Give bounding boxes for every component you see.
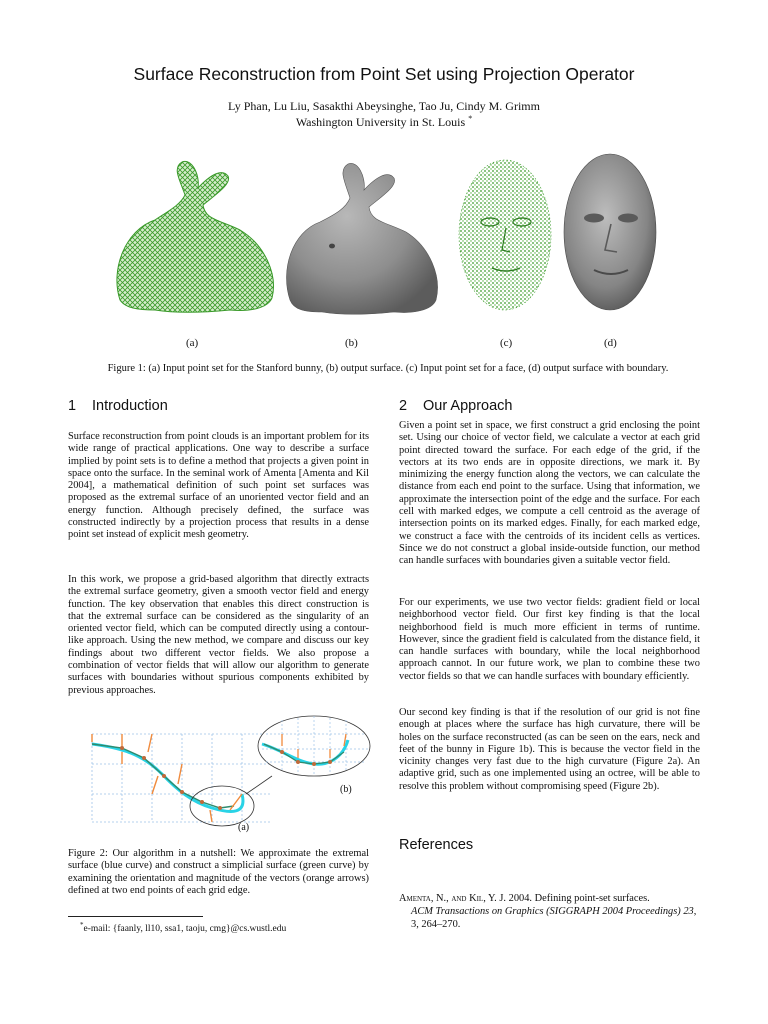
footnote [80, 921, 286, 934]
affiliation [0, 114, 768, 130]
section-2-title: Our Approach [423, 398, 513, 414]
figure-1a-label: (a) [186, 337, 199, 349]
reference-pages: , 3, 264–270. [411, 905, 697, 930]
paper-title: Surface Reconstruction from Point Set using Projection Operator [133, 64, 635, 84]
figure-2 [82, 714, 372, 834]
section-2-paragraph-2: For our experiments, we use two vector fields: gradient field or local neighborhood vector field. Our first key finding is that the local neighborhood field is much more efficient in terms of runtime. However, since the gradient field is calculated from the distance field, it can handle surfaces with boundary, while the local neighborhood approach cannot. In our future work, we plan to combine these two vector fields so that we can handle surfaces with boundary efficiently. [399, 597, 700, 682]
figure-1c-label: (c) [500, 337, 513, 349]
affiliation-footnote-mark: * [468, 114, 473, 123]
reference-authors: Amenta, N., and Kil, Y. J. [399, 893, 507, 904]
section-1-heading [68, 398, 168, 414]
footnote-mark: * [80, 921, 84, 929]
reference-entry [399, 893, 700, 931]
reference-year: 2004. [508, 893, 533, 904]
figure-2a-label: (a) [238, 822, 250, 833]
bunny-surface [287, 163, 438, 314]
figure-2-caption: Figure 2: Our algorithm in a nutshell: We approximate the extremal surface (blue curve) and construct a simplicial surface (green curve) by examining the orientation and magnitude of the vectors (orange arrows) defined at two end points of each grid edge. [68, 848, 369, 896]
figure-2b-label: (b) [340, 784, 352, 795]
figure-1b-label: (b) [345, 337, 358, 349]
section-1-number: 1 [68, 398, 77, 414]
figure-2a-zoom-ellipse [190, 786, 254, 826]
reference-title: Defining point-set surfaces. [534, 893, 650, 904]
affiliation-text: Washington University in St. Louis [295, 115, 466, 129]
figure-1 [100, 150, 670, 350]
section-2-paragraph-3: Our second key finding is that if the resolution of our grid is not fine enough at places where the surface has high curvature, there will be holes on the surface reconstructed (as can be seen on the ears, neck and feet of the bunny in Figure 1b). This is because the vector field in the vicinity changes very fast due to the high curvature (Figure 2a). An adaptive grid, such as one implemented using an octree, will be able to resolve this problem without compromising speed (Figure 2b). [399, 707, 700, 792]
reference-venue: ACM Transactions on Graphics (SIGGRAPH 2004 Proceedings) [411, 905, 681, 917]
figure-2a-blue-curve [92, 744, 243, 811]
footnote-rule [68, 916, 203, 917]
figure-1d-label: (d) [604, 337, 617, 349]
section-1-title: Introduction [92, 398, 168, 414]
section-2-heading [399, 398, 512, 414]
references-heading: References [399, 837, 474, 853]
figure-2b-adaptive-grid [258, 716, 370, 776]
reference-volume: 23 [683, 905, 694, 917]
section-1-paragraph-1: Surface reconstruction from point clouds is an important problem for its wide range of practical applications. One way to describe a surface implied by point sets is to define a method that projects a given point in space onto the surface. In the seminal work of Amenta [Amenta and Kil 2004], a mathematical definition of such point set surfaces was proposed as the extremal surface of an unoriented vector field and an energy function. Although precisely defined, the surface was constructed indirectly by a projection process that results in a dense point set instead of explicit mesh geometry. [68, 431, 369, 541]
face-surface [564, 154, 656, 310]
face-point-set [459, 160, 551, 310]
section-2-number: 2 [399, 398, 408, 414]
figure-1-caption: Figure 1: (a) Input point set for the Stanford bunny, (b) output surface. (c) Input point set for a face, (d) output surface with boundary. [107, 363, 669, 374]
footnote-text: e-mail: {faanly, ll10, ssa1, taoju, cmg}@cs.wustl.edu [83, 924, 287, 935]
section-2-paragraph-1: Given a point set in space, we first construct a grid enclosing the point set. Using our choice of vector field, we calculate a vector at each grid point directed toward the surface. For each edge of the grid, if the vectors at its two ends are in opposite directions, we mark it. By minimizing the energy function along the vectors, we can calculate the distance from each end point to the surface. Using that information, we approximate the intersection point of the edge and the surface. For each cell with marked edges, we compute a cell centroid as the average of intersection points on its marked edges. Finally, for each marked edge, we construct a face with the centroids of its incident cells as vertices. Since we do not construct a global inside-outside function, our method can handle surfaces with boundaries given a suitable vector field. [399, 420, 700, 567]
author-list: Ly Phan, Lu Liu, Sasakthi Abeysinghe, Tao Ju, Cindy M. Grimm [228, 99, 540, 113]
section-1-paragraph-2: In this work, we propose a grid-based algorithm that directly extracts the extremal surface geometry, given a smooth vector field and energy function. The key observation that enables this direct construction is that the extremal surface can be considered as the singularity of an oriented vector field, which can be computed directly using a contour-like approach. Using the new method, we compare and discuss our key findings about two different vector fields. We also propose a combination of vector fields that will allow our algorithm to generate surfaces with boundaries without spurious components exhibited by previous approaches. [68, 574, 369, 696]
bunny-point-set [117, 161, 274, 312]
